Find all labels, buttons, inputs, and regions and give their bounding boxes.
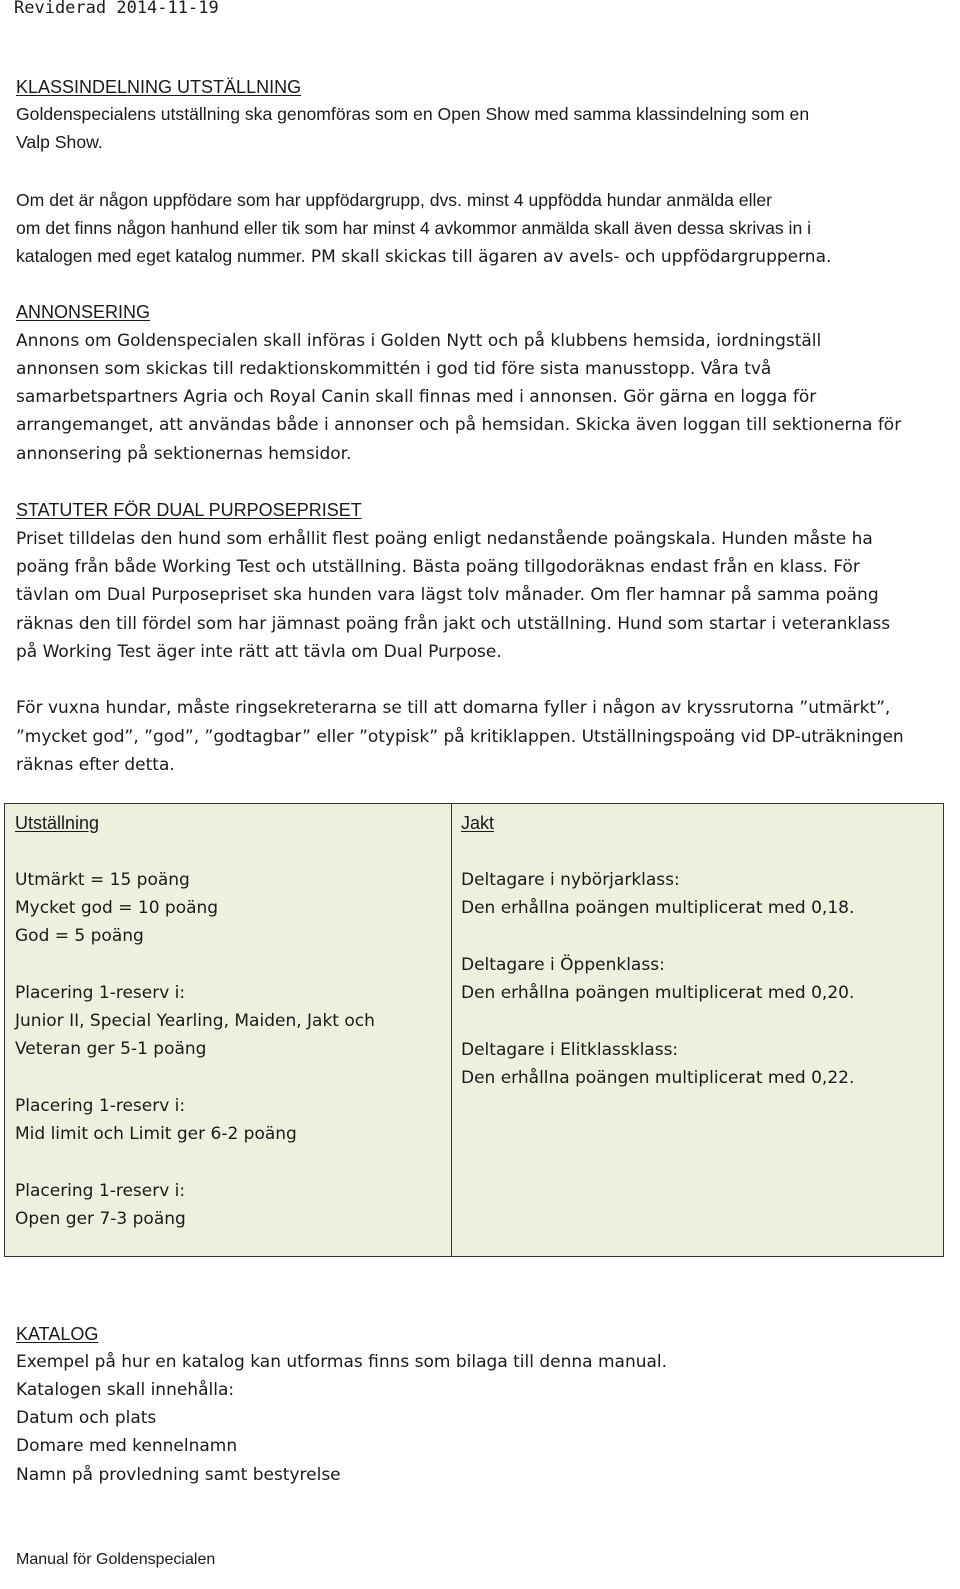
paragraph-text: katalogen med eget katalog nummer. [16,246,306,266]
paragraph-line: Priset tilldelas den hund som erhållit flest poäng enligt nedanstående poängskala. Hunden måste ha [16,529,873,549]
paragraph-line: samarbetspartners Agria och Royal Canin skall finnas med i annonsen. Gör gärna en logga för [16,387,817,407]
heading-katalog: KATALOG [16,1324,99,1344]
list-item: Namn på provledning samt bestyrelse [16,1465,341,1485]
paragraph-line: på Working Test äger inte rätt att tävla om Dual Purpose. [16,642,502,662]
paragraph-line [16,242,831,271]
paragraph-line: annonsering på sektionernas hemsidor. [16,444,352,464]
page-footer: Manual för Goldenspecialen [16,1551,216,1568]
heading-statuter: STATUTER FÖR DUAL PURPOSEPRISET [16,500,362,520]
paragraph-line: räknas den till fördel som har jämnast poäng från jakt och utställning. Hund som startar i veteranklass [16,614,891,634]
paragraph-line: om det finns någon hanhund eller tik som har minst 4 avkommor anmälda skall även dessa skrivas in i [16,218,812,238]
paragraph-line: ”mycket god”, ”god”, ”godtagbar” eller ”otypisk” på kritiklappen. Utställningspoäng vid DP-uträkningen [16,727,904,747]
table-cell-line: Junior II, Special Yearling, Maiden, Jakt och [15,1011,375,1031]
heading-annonsering: ANNONSERING [16,302,151,322]
table-cell-line: Deltagare i nybörjarklass: [461,870,680,890]
table-cell-line: Den erhållna poängen multiplicerat med 0,20. [461,983,855,1003]
table-cell-line: Placering 1-reserv i: [15,1096,186,1116]
paragraph-line: Om det är någon uppfödare som har uppfödargrupp, dvs. minst 4 uppfödda hundar anmälda eller [16,190,773,210]
paragraph-line: Valp Show. [16,132,103,152]
paragraph-line: Goldenspecialens utställning ska genomföras som en Open Show med samma klassindelning som en [16,104,810,124]
table-column-utstallning [5,804,452,1256]
points-table [4,803,944,1257]
list-item: Datum och plats [16,1408,157,1428]
paragraph-line: Exempel på hur en katalog kan utformas finns som bilaga till denna manual. [16,1352,668,1372]
revision-date: Reviderad 2014-11-19 [14,0,219,18]
paragraph-line: tävlan om Dual Purposepriset ska hunden vara lägst tolv månader. Om fler hamnar på samma poäng [16,585,879,605]
list-item: Domare med kennelnamn [16,1436,238,1456]
column-title-utstallning: Utställning [15,813,100,833]
paragraph-line: annonsen som skickas till redaktionskommittén i god tid före sista manusstopp. Våra två [16,359,772,379]
table-cell-line: Placering 1-reserv i: [15,1181,186,1201]
table-cell-line: Placering 1-reserv i: [15,983,186,1003]
table-cell-line: Veteran ger 5-1 poäng [15,1039,207,1059]
paragraph-line: räknas efter detta. [16,755,175,775]
paragraph-line: poäng från både Working Test och utställning. Bästa poäng tillgodoräknas endast från en klass. För [16,557,860,577]
table-cell-line: Den erhållna poängen multiplicerat med 0,22. [461,1068,855,1088]
table-cell-line: Mycket god = 10 poäng [15,898,219,918]
table-cell-line: God = 5 poäng [15,926,144,946]
paragraph-line: För vuxna hundar, måste ringsekreterarna se till att domarna fyller i någon av kryssrutorna ”utmärkt”, [16,698,891,718]
paragraph-text: PM skall skickas till ägaren av avels- och uppfödargrupperna. [305,247,832,267]
paragraph-line: Annons om Goldenspecialen skall införas i Golden Nytt och på klubbens hemsida, iordningställ [16,331,822,351]
column-title-jakt: Jakt [461,813,495,833]
paragraph-line: Katalogen skall innehålla: [16,1380,235,1400]
table-cell-line: Utmärkt = 15 poäng [15,870,190,890]
table-cell-line: Deltagare i Öppenklass: [461,955,665,975]
table-cell-line: Open ger 7-3 poäng [15,1209,186,1229]
paragraph-line: arrangemanget, att användas både i annonser och på hemsidan. Skicka även loggan till sektionerna för [16,415,902,435]
table-cell-line: Deltagare i Elitklassklass: [461,1040,679,1060]
heading-klassindelning: KLASSINDELNING UTSTÄLLNING [16,77,302,97]
table-column-jakt [451,804,943,1256]
table-cell-line: Mid limit och Limit ger 6-2 poäng [15,1124,297,1144]
table-cell-line: Den erhållna poängen multiplicerat med 0,18. [461,898,855,918]
